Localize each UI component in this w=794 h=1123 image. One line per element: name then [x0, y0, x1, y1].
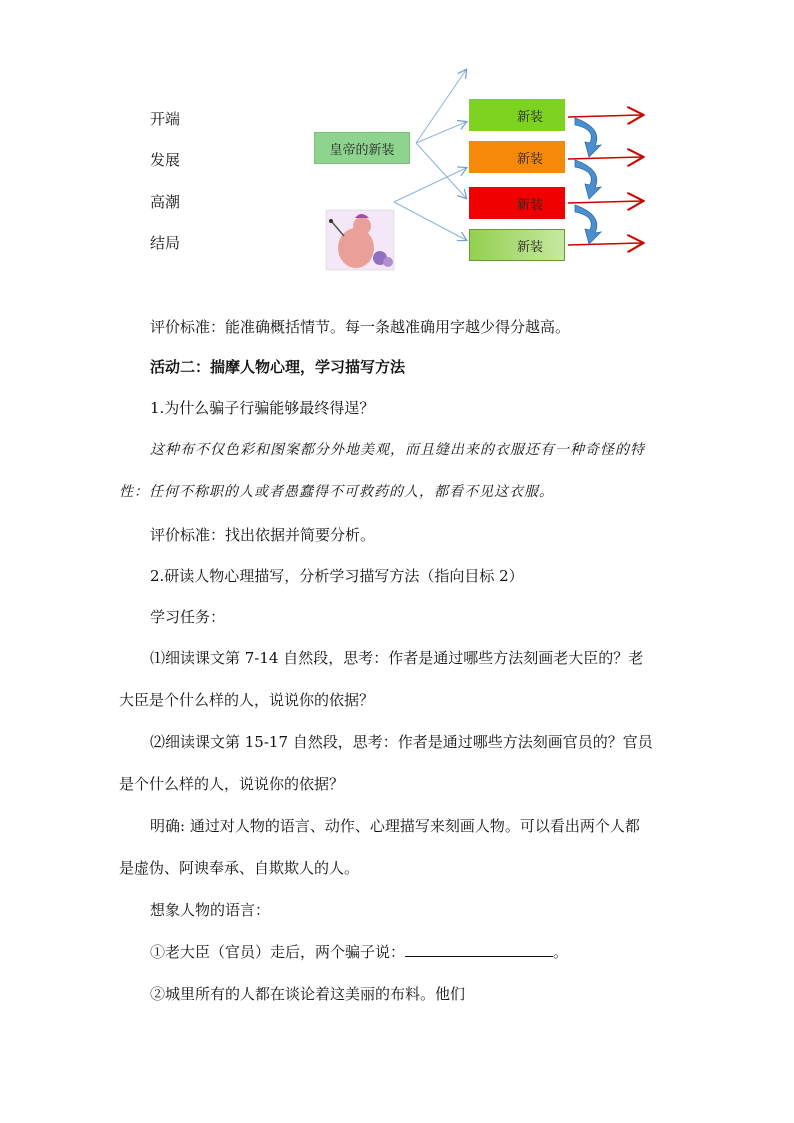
clothes-box-4: 新装	[469, 229, 565, 261]
question-2: 2.研读人物心理描写，分析学习描写方法（指向目标 2）	[150, 567, 524, 585]
activity-two-heading: 活动二：揣摩人物心理，学习描写方法	[150, 358, 406, 376]
evaluation-criteria-2: 评价标准：找出依据并简要分析。	[150, 526, 376, 544]
answer-blank[interactable]	[405, 942, 553, 957]
stage-label-ending: 结局	[150, 234, 181, 252]
task-2-line-1: ⑵细读课文第 15-17 自然段，思考：作者是通过哪些方法刻画官员的？官员	[150, 733, 653, 751]
task-1-line-1: ⑴细读课文第 7-14 自然段，思考：作者是通过哪些方法刻画老大臣的？老	[150, 649, 644, 667]
quote-line-2: 性：任何不称职的人或者愚蠢得不可救药的人，都看不见这衣服。	[119, 484, 554, 500]
clothes-box-1: 新装	[469, 99, 565, 131]
task-1-line-2: 大臣是个什么样的人，说说你的依据？	[119, 691, 375, 709]
clothes-box-2: 新装	[469, 141, 565, 173]
question-1: 1.为什么骗子行骗能够最终得逞？	[150, 399, 375, 417]
evaluation-criteria-1: 评价标准：能准确概括情节。每一条越准确用字越少得分越高。	[150, 318, 571, 336]
title-box: 皇帝的新装	[314, 132, 410, 164]
fill-blank-1-text: ①老大臣（官员）走后，两个骗子说：	[150, 943, 406, 961]
answer-line-2: 是虚伪、阿谀奉承、自欺欺人的人。	[119, 859, 360, 877]
fill-blank-2: ②城里所有的人都在谈论着这美丽的布料。他们	[150, 985, 466, 1003]
answer-line-1: 明确: 通过对人物的语言、动作、心理描写来刻画人物。可以看出两个人都	[150, 817, 640, 835]
task-2-line-2: 是个什么样的人，说说你的依据？	[119, 775, 345, 793]
fill-blank-1	[150, 942, 568, 962]
diagram-arrows	[0, 0, 794, 300]
stage-label-climax: 高潮	[150, 193, 181, 211]
learning-task-label: 学习任务：	[150, 608, 226, 626]
stage-label-development: 发展	[150, 151, 181, 169]
fill-blank-1-end: 。	[553, 943, 569, 961]
quote-line-1: 这种布不仅色彩和图案都分外地美观，而且缝出来的衣服还有一种奇怪的特	[150, 442, 645, 458]
clothes-box-3: 新装	[469, 187, 565, 219]
imagine-language-label: 想象人物的语言：	[150, 901, 271, 919]
stage-label-beginning: 开端	[150, 110, 181, 128]
